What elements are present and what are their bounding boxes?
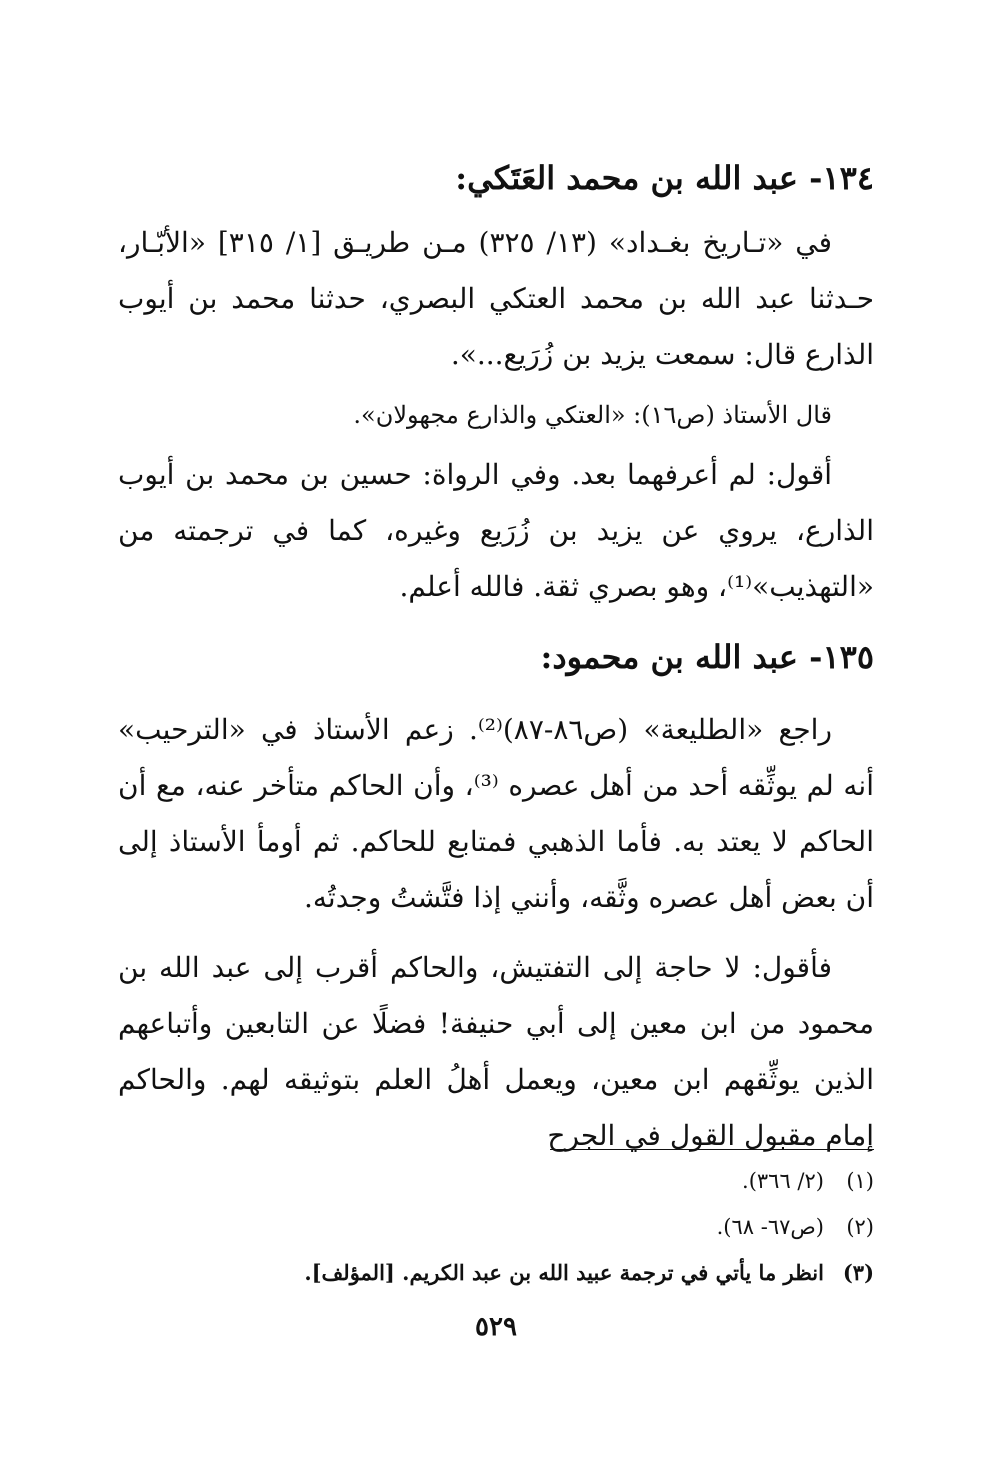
footnote-1-text: (٢/ ٣٦٦). <box>742 1169 824 1193</box>
footnote-1 <box>118 1158 874 1204</box>
footnote-2-text: (ص٦٧- ٦٨). <box>716 1215 824 1239</box>
footnote-1-number: (١) <box>846 1169 874 1193</box>
entry-134-heading: ١٣٤- عبد الله بن محمد العَتَكي: <box>455 159 874 197</box>
footnote-3-text: انظر ما يأتي في ترجمة عبيد الله بن عبد الكريم. [المؤلف]. <box>304 1260 824 1285</box>
entry-134-paragraph-2: قال الأستاذ (ص١٦): «العتكي والذارع مجهولان». <box>353 401 832 429</box>
entry-135-paragraph-1: راجع «الطليعة» (ص٨٦-٨٧)⁽²⁾. زعم الأستاذ في «الترحيب» أنه لم يوثِّقه أحد من أهل عصره ⁽³⁾، وأن الحاكم متأخر عنه، مع أن الحاكم لا يعتد به. فأما الذهبي فمتابع للحاكم. ثم أومأ الأستاذ إلى أن بعض أهل عصره وثَّقه، وأنني إذا فتَّشتُ وجدتُه. <box>118 713 874 914</box>
entry-135-body <box>118 702 874 1164</box>
entry-134-body <box>118 215 874 615</box>
footnote-3 <box>118 1250 874 1296</box>
entry-135-heading: ١٣٥- عبد الله بن محمود: <box>540 638 874 676</box>
page-number: ٥٢٩ <box>475 1312 517 1342</box>
footnote-3-number: (٣) <box>842 1260 874 1285</box>
footnote-separator <box>550 1149 874 1150</box>
footnotes <box>118 1158 874 1296</box>
entry-134-paragraph-3: أقول: لم أعرفهما بعد. وفي الرواة: حسين بن محمد بن أيوب الذارع، يروي عن يزيد بن زُرَيع وغيره، كما في ترجمته من «التهذيب»⁽¹⁾، وهو بصري ثقة. فالله أعلم. <box>118 458 874 603</box>
entry-135-paragraph-2: فأقول: لا حاجة إلى التفتيش، والحاكم أقرب إلى عبد الله بن محمود من ابن معين إلى أبي حنيفة! فضلًا عن التابعين وأتباعهم الذين يوثِّقهم ابن معين، ويعمل أهلُ العلم بتوثيقه لهم. والحاكم إمام مقبول القول في الجرح <box>118 951 874 1152</box>
footnote-2-number: (٢) <box>846 1215 874 1239</box>
entry-134-paragraph-1: في «تـاريخ بغـداد» (١٣/ ٣٢٥) مـن طريـق [١/ ٣١٥] «الأبّـار، حـدثنا عبد الله بن محمد العتكي البصري، حدثنا محمد بن أيوب الذارع قال: سمعت يزيد بن زُرَيع...». <box>118 226 874 371</box>
footnote-2 <box>118 1204 874 1250</box>
